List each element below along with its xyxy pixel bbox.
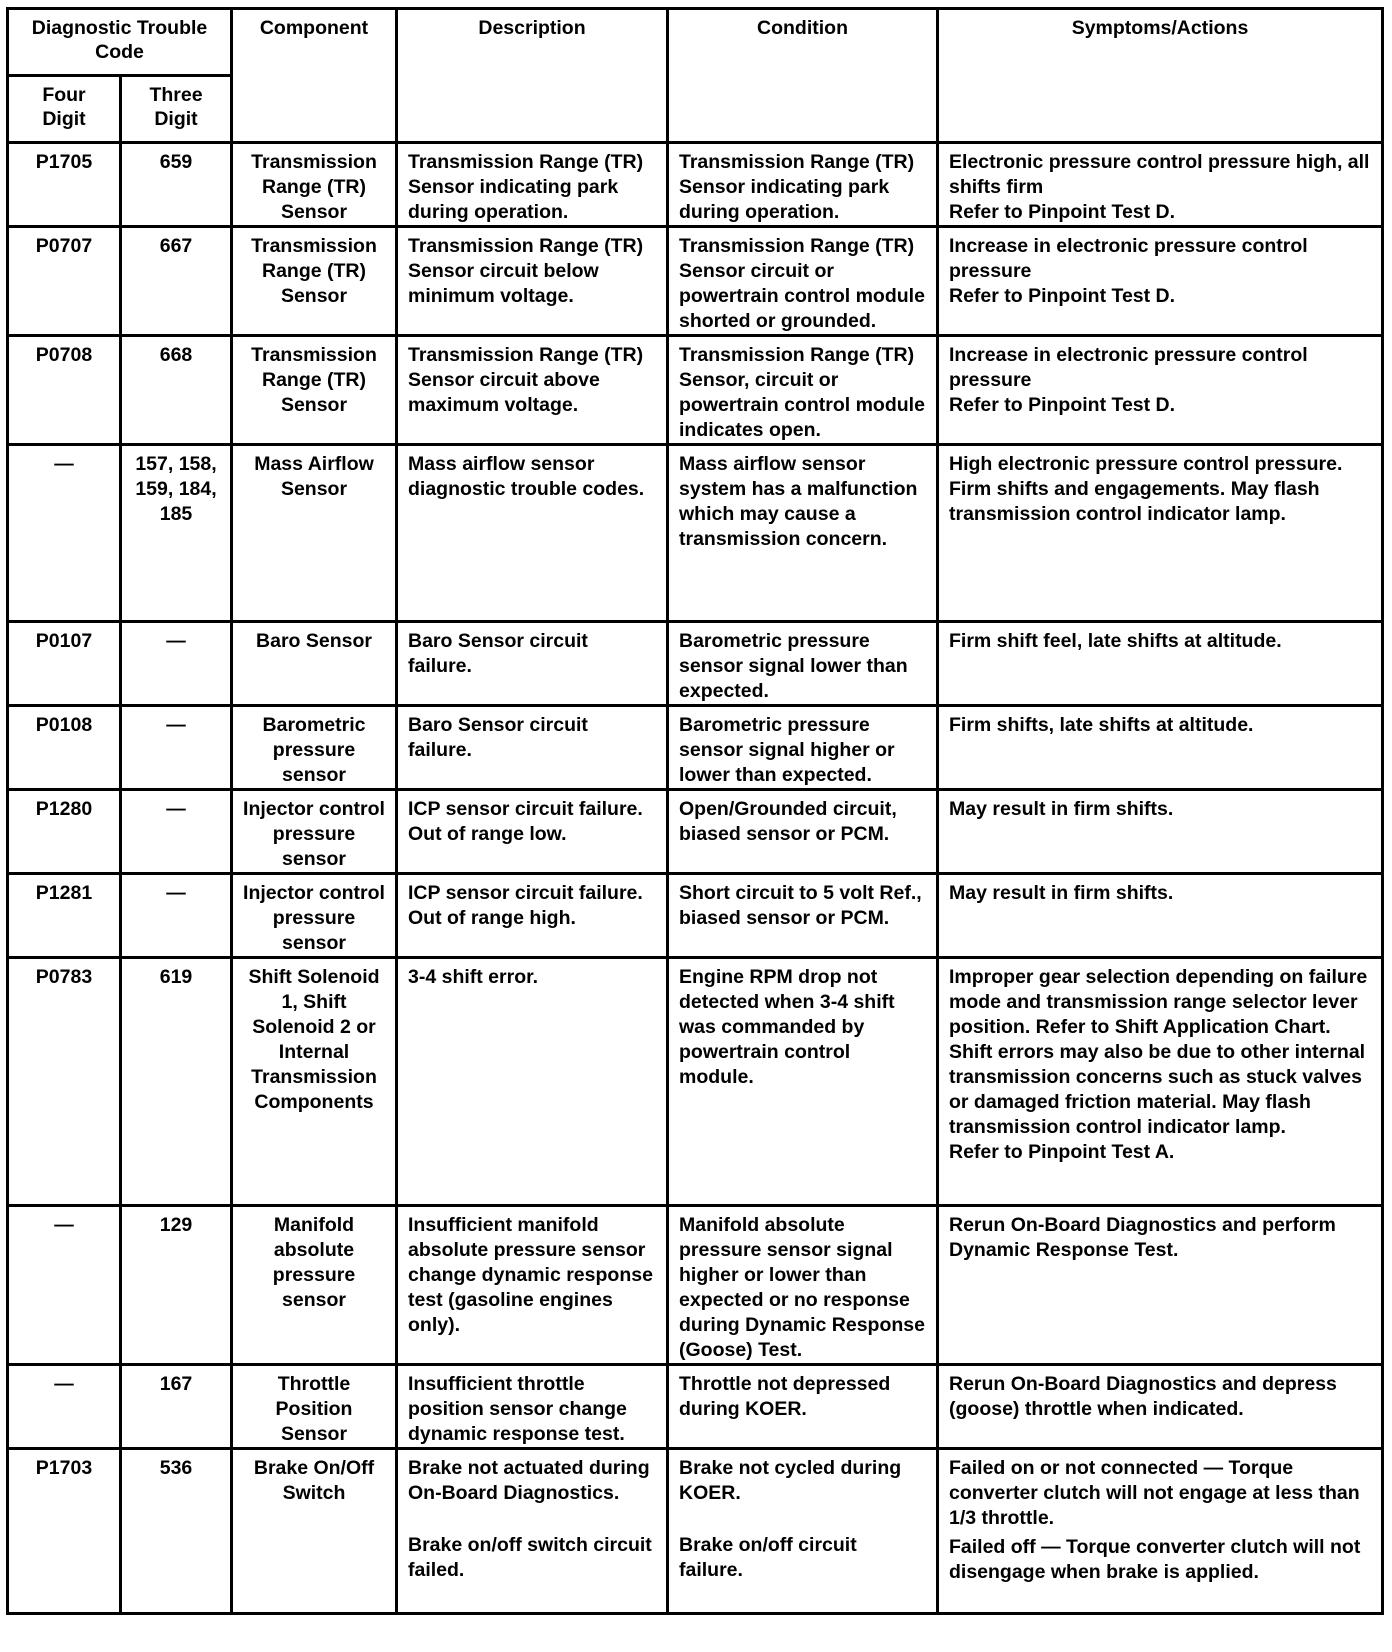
symptoms-cell bbox=[938, 143, 1383, 227]
pinpoint-test-reference: Refer to Pinpoint Test D. bbox=[949, 394, 1176, 416]
description-cell: Insufficient manifold absolute pressure sensor change dynamic response test (gasoline engines only). bbox=[397, 1206, 668, 1365]
four-digit-code: — bbox=[8, 1365, 121, 1449]
component-cell: Transmission Range (TR) Sensor bbox=[232, 227, 397, 336]
table-row bbox=[8, 445, 1383, 622]
condition-text-1: Brake not cycled during KOER. bbox=[679, 1457, 902, 1504]
three-digit-code: 129 bbox=[121, 1206, 232, 1365]
description-cell: Transmission Range (TR) Sensor circuit below minimum voltage. bbox=[397, 227, 668, 336]
header-three-digit: Three Digit bbox=[121, 76, 232, 143]
table-row bbox=[8, 622, 1383, 706]
description-cell: Insufficient throttle position sensor change dynamic response test. bbox=[397, 1365, 668, 1449]
condition-cell bbox=[668, 1449, 938, 1614]
component-cell: Mass Airflow Sensor bbox=[232, 445, 397, 622]
condition-cell: Short circuit to 5 volt Ref., biased sensor or PCM. bbox=[668, 874, 938, 958]
symptoms-cell: Rerun On-Board Diagnostics and depress (goose) throttle when indicated. bbox=[938, 1365, 1383, 1449]
description-cell: Baro Sensor circuit failure. bbox=[397, 622, 668, 706]
table-row bbox=[8, 958, 1383, 1206]
pinpoint-test-reference: Refer to Pinpoint Test D. bbox=[949, 201, 1176, 223]
pinpoint-test-reference: Refer to Pinpoint Test A. bbox=[949, 1141, 1175, 1163]
three-digit-code: — bbox=[121, 874, 232, 958]
symptoms-cell: High electronic pressure control pressure. Firm shifts and engagements. May flash transmission control indicator lamp. bbox=[938, 445, 1383, 622]
description-cell: Transmission Range (TR) Sensor circuit above maximum voltage. bbox=[397, 336, 668, 445]
symptoms-cell bbox=[938, 336, 1383, 445]
four-digit-code: P0108 bbox=[8, 706, 121, 790]
table-row bbox=[8, 1206, 1383, 1365]
description-cell: ICP sensor circuit failure. Out of range high. bbox=[397, 874, 668, 958]
header-description: Description bbox=[397, 9, 668, 143]
condition-cell: Manifold absolute pressure sensor signal higher or lower than expected or no response during Dynamic Response (Goose) Test. bbox=[668, 1206, 938, 1365]
component-cell: Throttle Position Sensor bbox=[232, 1365, 397, 1449]
component-cell: Brake On/Off Switch bbox=[232, 1449, 397, 1614]
description-cell: Transmission Range (TR) Sensor indicating park during operation. bbox=[397, 143, 668, 227]
condition-cell: Throttle not depressed during KOER. bbox=[668, 1365, 938, 1449]
header-four-digit: Four Digit bbox=[8, 76, 121, 143]
component-cell: Baro Sensor bbox=[232, 622, 397, 706]
condition-cell: Transmission Range (TR) Sensor circuit or powertrain control module shorted or grounded. bbox=[668, 227, 938, 336]
table-row bbox=[8, 143, 1383, 227]
three-digit-code: 668 bbox=[121, 336, 232, 445]
description-text-1: Brake not actuated during On-Board Diagnostics. bbox=[408, 1457, 650, 1504]
description-cell: ICP sensor circuit failure. Out of range low. bbox=[397, 790, 668, 874]
three-digit-code: — bbox=[121, 790, 232, 874]
symptoms-text: Increase in electronic pressure control pressure bbox=[949, 344, 1308, 391]
component-cell: Barometric pressure sensor bbox=[232, 706, 397, 790]
condition-cell: Engine RPM drop not detected when 3-4 shift was commanded by powertrain control module. bbox=[668, 958, 938, 1206]
four-digit-code: — bbox=[8, 445, 121, 622]
header-condition: Condition bbox=[668, 9, 938, 143]
four-digit-code: P1281 bbox=[8, 874, 121, 958]
header-dtc-group: Diagnostic Trouble Code bbox=[8, 9, 232, 76]
header-component: Component bbox=[232, 9, 397, 143]
symptoms-text: Electronic pressure control pressure high, all shifts firm bbox=[949, 151, 1370, 198]
table-row bbox=[8, 706, 1383, 790]
symptoms-text-1: Failed on or not connected — Torque converter clutch will not engage at less than 1/3 throttle. bbox=[949, 1457, 1360, 1529]
table-row bbox=[8, 874, 1383, 958]
four-digit-code: P1703 bbox=[8, 1449, 121, 1614]
four-digit-code: P0708 bbox=[8, 336, 121, 445]
four-digit-code: P0783 bbox=[8, 958, 121, 1206]
symptoms-cell: May result in firm shifts. bbox=[938, 874, 1383, 958]
three-digit-code: 536 bbox=[121, 1449, 232, 1614]
symptoms-cell: Firm shift feel, late shifts at altitude. bbox=[938, 622, 1383, 706]
component-cell: Injector control pressure sensor bbox=[232, 790, 397, 874]
header-symptoms: Symptoms/Actions bbox=[938, 9, 1383, 143]
condition-cell: Barometric pressure sensor signal lower than expected. bbox=[668, 622, 938, 706]
symptoms-cell: Firm shifts, late shifts at altitude. bbox=[938, 706, 1383, 790]
table-row bbox=[8, 1365, 1383, 1449]
four-digit-code: P0707 bbox=[8, 227, 121, 336]
condition-cell: Open/Grounded circuit, biased sensor or PCM. bbox=[668, 790, 938, 874]
four-digit-code: P1705 bbox=[8, 143, 121, 227]
condition-cell: Barometric pressure sensor signal higher or lower than expected. bbox=[668, 706, 938, 790]
symptoms-cell bbox=[938, 227, 1383, 336]
three-digit-code: 157, 158, 159, 184, 185 bbox=[121, 445, 232, 622]
symptoms-cell bbox=[938, 1449, 1383, 1614]
symptoms-cell: May result in firm shifts. bbox=[938, 790, 1383, 874]
symptoms-cell bbox=[938, 958, 1383, 1206]
dtc-table bbox=[6, 7, 1384, 1615]
three-digit-code: 167 bbox=[121, 1365, 232, 1449]
description-cell: Baro Sensor circuit failure. bbox=[397, 706, 668, 790]
four-digit-code: P1280 bbox=[8, 790, 121, 874]
three-digit-code: — bbox=[121, 706, 232, 790]
three-digit-code: — bbox=[121, 622, 232, 706]
description-cell: Mass airflow sensor diagnostic trouble codes. bbox=[397, 445, 668, 622]
description-text-2: Brake on/off switch circuit failed. bbox=[408, 1534, 652, 1581]
symptoms-text-2: Failed off — Torque converter clutch will not disengage when brake is applied. bbox=[949, 1536, 1361, 1583]
three-digit-code: 619 bbox=[121, 958, 232, 1206]
three-digit-code: 659 bbox=[121, 143, 232, 227]
component-cell: Manifold absolute pressure sensor bbox=[232, 1206, 397, 1365]
symptoms-cell: Rerun On-Board Diagnostics and perform Dynamic Response Test. bbox=[938, 1206, 1383, 1365]
three-digit-code: 667 bbox=[121, 227, 232, 336]
table-row bbox=[8, 227, 1383, 336]
four-digit-code: — bbox=[8, 1206, 121, 1365]
table-row bbox=[8, 1449, 1383, 1614]
symptoms-text: Increase in electronic pressure control pressure bbox=[949, 235, 1308, 282]
condition-text-2: Brake on/off circuit failure. bbox=[679, 1534, 857, 1581]
description-cell bbox=[397, 1449, 668, 1614]
component-cell: Transmission Range (TR) Sensor bbox=[232, 143, 397, 227]
pinpoint-test-reference: Refer to Pinpoint Test D. bbox=[949, 285, 1176, 307]
condition-cell: Mass airflow sensor system has a malfunction which may cause a transmission concern. bbox=[668, 445, 938, 622]
condition-cell: Transmission Range (TR) Sensor, circuit or powertrain control module indicates open. bbox=[668, 336, 938, 445]
condition-cell: Transmission Range (TR) Sensor indicating park during operation. bbox=[668, 143, 938, 227]
description-cell: 3-4 shift error. bbox=[397, 958, 668, 1206]
symptoms-text: Improper gear selection depending on failure mode and transmission range selector lever position. Refer to Shift Application Chart. Shift errors may also be due to other internal transmission concerns such as stuck valves or damaged friction material. May flash transmission control indicator lamp. bbox=[949, 966, 1368, 1138]
component-cell: Injector control pressure sensor bbox=[232, 874, 397, 958]
component-cell: Shift Solenoid 1, Shift Solenoid 2 or Internal Transmission Components bbox=[232, 958, 397, 1206]
table-row bbox=[8, 790, 1383, 874]
table-row bbox=[8, 336, 1383, 445]
four-digit-code: P0107 bbox=[8, 622, 121, 706]
component-cell: Transmission Range (TR) Sensor bbox=[232, 336, 397, 445]
